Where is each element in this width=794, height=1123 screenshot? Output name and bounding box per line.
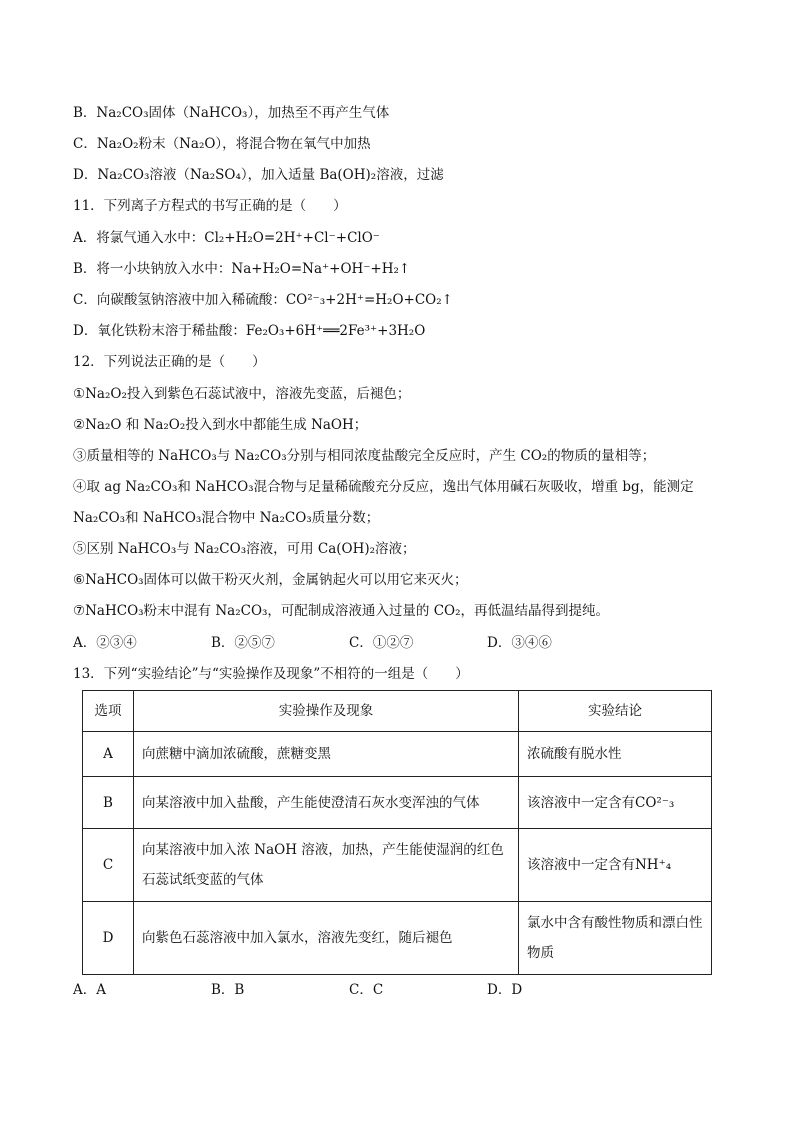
header-conclusion: 实验结论	[519, 691, 712, 732]
table-row	[83, 732, 712, 777]
q12-statement-2: ②Na₂O 和 Na₂O₂投入到水中都能生成 NaOH；	[73, 417, 368, 433]
row-operation: 向紫色石蕊溶液中加入氯水，溶液先变红，随后褪色	[134, 902, 519, 975]
q12-option-d: D．③④⑥	[487, 635, 552, 651]
table-row	[83, 777, 712, 829]
q12-statement-1: ①Na₂O₂投入到紫色石蕊试液中，溶液先变蓝，后褪色；	[73, 386, 411, 402]
q13-stem: 13．下列“实验结论”与“实验操作及现象”不相符的一组是（ ）	[73, 666, 469, 682]
q13-option-a: A．A	[73, 982, 106, 998]
header-operation: 实验操作及现象	[134, 691, 519, 732]
row-option: C	[83, 829, 134, 902]
q12-option-b: B．②⑤⑦	[211, 635, 275, 651]
row-conclusion: 该溶液中一定含有CO²⁻₃	[519, 777, 712, 829]
q12-stem: 12．下列说法正确的是（ ）	[73, 354, 266, 370]
row-operation: 向蔗糖中滴加浓硫酸，蔗糖变黑	[134, 732, 519, 777]
header-option: 选项	[83, 691, 134, 732]
table-header-row	[83, 691, 712, 732]
table-row	[83, 902, 712, 975]
row-operation: 向某溶液中加入浓 NaOH 溶液，加热，产生能使湿润的红色石蕊试纸变蓝的气体	[134, 829, 519, 902]
q12-statement-7: ⑦NaHCO₃粉末中混有 Na₂CO₃，可配制成溶液通入过量的 CO₂，再低温结晶得到提纯。	[73, 603, 610, 619]
q10-option-c: C．Na₂O₂粉末（Na₂O），将混合物在氧气中加热	[73, 136, 371, 152]
q13-options	[73, 981, 625, 999]
q10-option-b: B．Na₂CO₃固体（NaHCO₃），加热至不再产生气体	[73, 105, 390, 121]
q10-option-d: D．Na₂CO₃溶液（Na₂SO₄），加入适量 Ba(OH)₂溶液，过滤	[73, 167, 444, 183]
q11-option-b: B．将一小块钠放入水中：Na+H₂O=Na⁺+OH⁻+H₂↑	[73, 261, 411, 277]
q12-statement-5: ⑤区别 NaHCO₃与 Na₂CO₃溶液，可用 Ca(OH)₂溶液；	[73, 541, 416, 557]
row-conclusion: 氯水中含有酸性物质和漂白性物质	[519, 902, 712, 975]
q11-stem: 11．下列离子方程式的书写正确的是（ ）	[73, 198, 347, 214]
q13-option-c: C．C	[349, 982, 384, 998]
table-row	[83, 829, 712, 902]
q12-statement-3: ③质量相等的 NaHCO₃与 Na₂CO₃分别与相同浓度盐酸完全反应时，产生 CO₂的物质的量相等；	[73, 448, 656, 464]
q12-option-a: A．②③④	[73, 635, 137, 651]
row-conclusion: 浓硫酸有脱水性	[519, 732, 712, 777]
row-operation: 向某溶液中加入盐酸，产生能使澄清石灰水变浑浊的气体	[134, 777, 519, 829]
row-option: A	[83, 732, 134, 777]
q13-table	[82, 690, 712, 975]
row-option: D	[83, 902, 134, 975]
q12-statement-4: ④取 ag Na₂CO₃和 NaHCO₃混合物与足量稀硫酸充分反应，逸出气体用碱石灰吸收，增重 bg，能测定 Na₂CO₃和 NaHCO₃混合物中 Na₂CO₃质量分数；	[73, 479, 694, 526]
q12-option-c: C．①②⑦	[349, 635, 414, 651]
q11-option-c: C．向碳酸氢钠溶液中加入稀硫酸：CO²⁻₃+2H⁺=H₂O+CO₂↑	[73, 292, 453, 308]
q13-option-b: B．B	[211, 982, 245, 998]
q11-option-a: A．将氯气通入水中：Cl₂+H₂O=2H⁺+Cl⁻+ClO⁻	[73, 230, 380, 246]
row-conclusion: 该溶液中一定含有NH⁺₄	[519, 829, 712, 902]
row-option: B	[83, 777, 134, 829]
q12-statement-6: ⑥NaHCO₃固体可以做干粉灭火剂，金属钠起火可以用它来灭火；	[73, 572, 468, 588]
q12-options	[73, 634, 625, 652]
q13-option-d: D．D	[487, 982, 523, 998]
q11-option-d: D．氧化铁粉末溶于稀盐酸：Fe₂O₃+6H⁺══2Fe³⁺+3H₂O	[73, 323, 426, 339]
